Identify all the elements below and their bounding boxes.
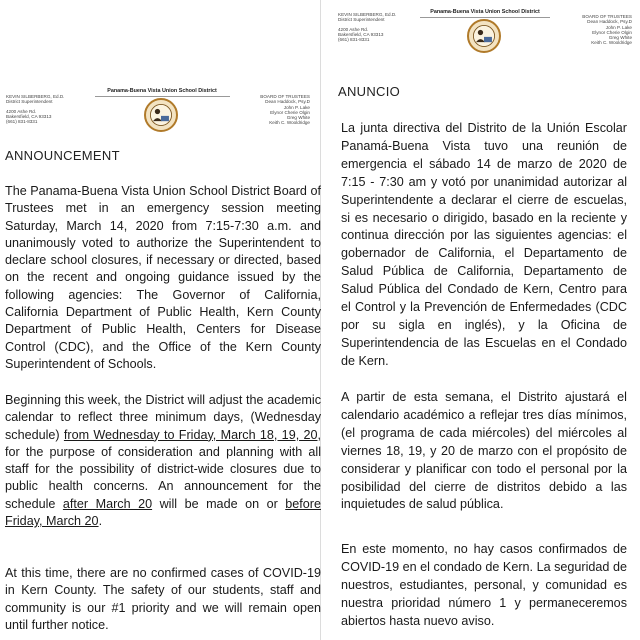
announcement-heading: ANNOUNCEMENT (5, 148, 120, 163)
board-label: BOARD OF TRUSTEES (260, 94, 310, 99)
board-label: BOARD OF TRUSTEES (582, 14, 632, 19)
board-member: Keith C. Wooldridge (269, 120, 310, 126)
text-run: will be made on or (152, 496, 286, 511)
superintendent-block (6, 94, 64, 124)
address-line2: Bakersfield, CA 93313 (6, 113, 52, 119)
board-member: Greg White (608, 35, 632, 41)
letterhead-rule (95, 96, 230, 97)
underlined-dates: from Wednesday to Friday, March 18, 19, 20 (63, 427, 318, 442)
superintendent-block (338, 12, 396, 42)
spanish-paragraph-3: En este momento, no hay casos confirmados de COVID-19 en el condado de Kern. La seguridad de nuestros, estudiantes, personal, y comunidad es nuestra prioridad número 1 y permaneceremos abiertos hasta nuevo aviso. (341, 542, 627, 628)
board-member: John P. Lake (605, 24, 632, 30)
board-member: Elynor Cherie Olgin (592, 29, 632, 35)
address-line1: 4200 Ashe Rd. (6, 108, 37, 114)
superintendent-role: District Superintendent (338, 17, 385, 23)
board-member: Greg White (286, 115, 310, 121)
text-run: . (98, 514, 103, 529)
spanish-paragraph-1: La junta directiva del Distrito de la Unión Escolar Panamá-Buena Vista tuvo una reunión de emergencia el sábado 14 de marzo de 2020 de 7:15 - 7:30 am y votó por unanimidad autorizar al Superintendente a declarar el cierre de escuelas, si es necesario o dirigido, basado en la reciente y continua dirección por las siguientes agencias: el gobernador de California, el Departamento de Salud Pública de California, Departamento de Salud Pública del Condado de Kern, Centro para el Control y la Prevención de Enfermedades (CDC por su sigla en inglés), y la Oficina de Superintendencia de las Escuelas en el Condado de Kern. (341, 121, 627, 368)
address-line1: 4200 Ashe Rd. (338, 26, 369, 32)
district-title: Panama-Buena Vista Union School District (430, 9, 540, 15)
text-run: , for the purpose of consideration and planning with all staff for the possibility of district-wide closures due to public health concerns. An announcement for the schedule (5, 427, 321, 511)
board-member: Dean Haddock, Psy.D (587, 19, 632, 25)
superintendent-name: KEVIN SILBERBERG, Ed.D. (338, 12, 397, 17)
text-run: Beginning this week, the District will adjust the academic calendar to reflect three minimum days, (Wednesday schedule) (5, 393, 321, 442)
board-member: Dean Haddock, Psy.D (265, 99, 310, 105)
board-member: John P. Lake (283, 104, 310, 110)
board-member: Elynor Cherie Olgin (270, 109, 310, 115)
district-seal-icon (467, 19, 501, 53)
english-paragraph-2 (5, 392, 321, 530)
spanish-paragraph-2: A partir de esta semana, el Distrito ajustará el calendario académico a reflejar tres días mínimos, (el programa de cada miércoles) del miércoles al viernes 18, 19, y 20 de marzo con el propósito de considerar y planificar con todo el personal por la posibilidad del cierre de distritos debido a las inquietudes de salud pública. (341, 390, 627, 512)
english-paragraph-3: At this time, there are no confirmed cases of COVID-19 in Kern County. The safety of our students, staff and community is our #1 priority and we will remain open until further notice. (5, 566, 321, 632)
district-seal-icon (144, 98, 178, 132)
phone: (661) 831-8331 (338, 37, 370, 43)
superintendent-name: KEVIN SILBERBERG, Ed.D. (6, 94, 65, 99)
underlined-text: before Friday, March 20 (5, 496, 321, 529)
superintendent-role: District Superintendent (6, 99, 53, 105)
announcement-heading: ANUNCIO (338, 84, 401, 99)
underlined-text: after March 20 (62, 496, 153, 511)
address-line2: Bakersfield, CA 93313 (338, 31, 384, 37)
board-block (582, 14, 632, 46)
phone: (661) 831-8331 (6, 119, 38, 125)
district-title: Panama-Buena Vista Union School District (107, 88, 217, 94)
english-paragraph-1: The Panama-Buena Vista Union School District Board of Trustees met in an emergency session meeting Saturday, March 14, 2020 from 7:15-7:30 a.m. and unanimously voted to authorize the Superintendent to declare school closures, if necessary or directed, based on the recent and ongoing guidance issued by the following agencies: The Governor of California, California Department of Public Health, Kern County Department of Public Health, Centers for Disease Control (CDC), and the Office of the Kern County Superintendent of Schools. (5, 184, 321, 371)
board-block (260, 94, 310, 126)
letterhead-rule (420, 17, 550, 18)
board-member: Keith C. Wooldridge (591, 40, 632, 46)
